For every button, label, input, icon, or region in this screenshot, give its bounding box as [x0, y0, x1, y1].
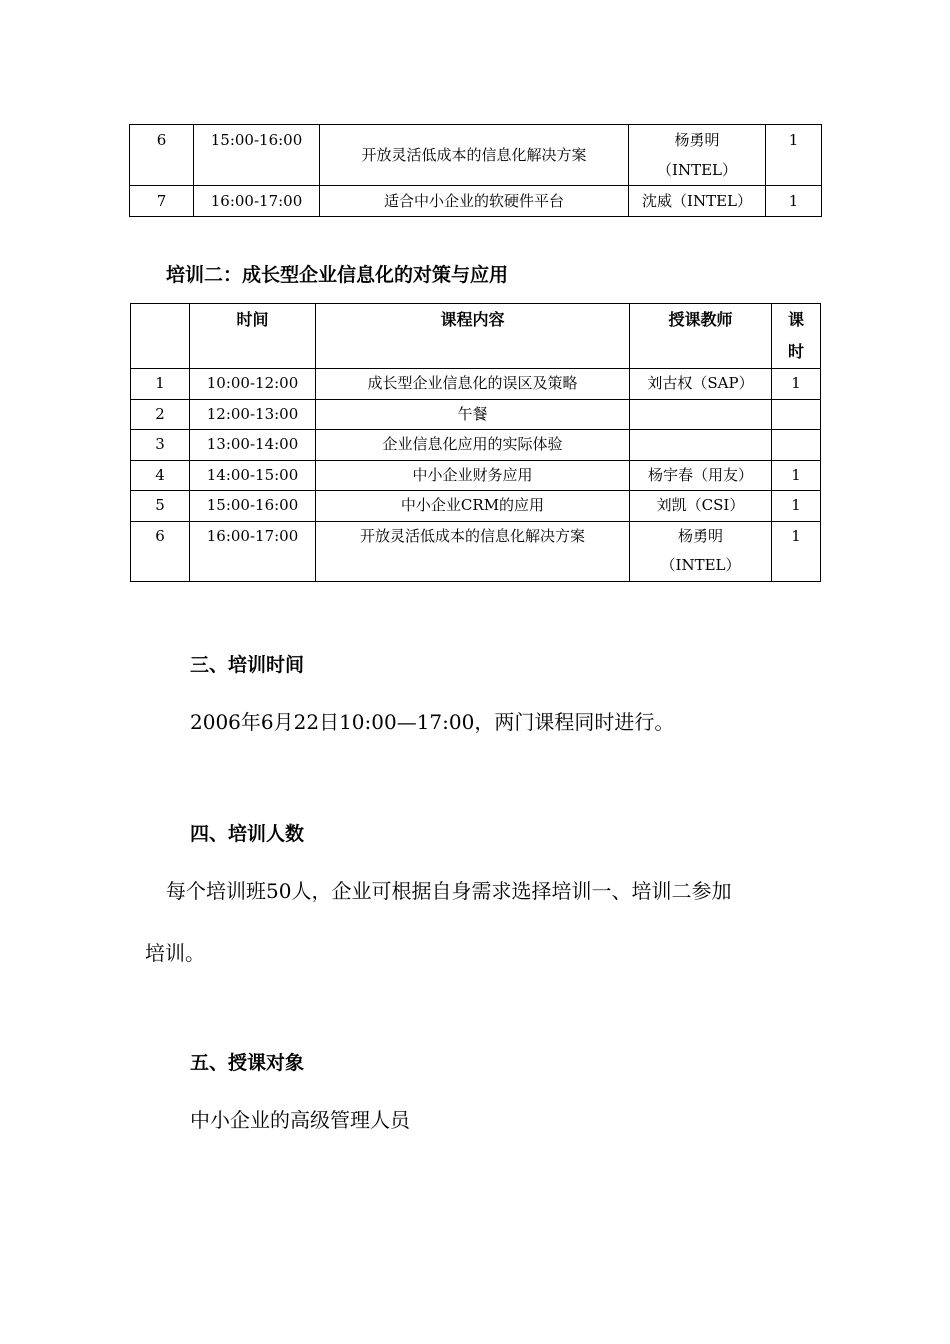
section3-text: 2006年6月22日10:00—17:00，两门课程同时进行。 [190, 710, 675, 734]
header-teacher: 授课教师 [630, 304, 772, 369]
training2-schedule-table [130, 303, 821, 582]
section3-heading: 三、培训时间 [190, 654, 305, 676]
section4-text-line2: 培训。 [145, 941, 205, 965]
cell-hours [772, 430, 821, 461]
cell-no: 1 [131, 369, 190, 400]
cell-no: 6 [130, 125, 194, 186]
cell-no: 2 [131, 399, 190, 430]
cell-no: 3 [131, 430, 190, 461]
cell-teacher [630, 430, 772, 461]
cell-course: 成长型企业信息化的误区及策略 [316, 369, 630, 400]
table-row [131, 430, 821, 461]
table-row [131, 491, 821, 522]
teacher-org: （INTEL） [660, 556, 741, 574]
cell-hours: 1 [772, 521, 821, 581]
table-header-row [131, 304, 821, 369]
header-time: 时间 [190, 304, 316, 369]
cell-time: 16:00-17:00 [194, 186, 320, 217]
header-hours-line1: 课 [787, 310, 804, 329]
cell-teacher [630, 521, 772, 581]
cell-course: 企业信息化应用的实际体验 [316, 430, 630, 461]
cell-course: 中小企业财务应用 [316, 460, 630, 491]
cell-time: 10:00-12:00 [190, 369, 316, 400]
cell-teacher: 杨宇春（用友） [630, 460, 772, 491]
header-hours [772, 304, 821, 369]
schedule-table-continued [129, 124, 822, 217]
cell-no: 4 [131, 460, 190, 491]
teacher-name: 杨勇明 [674, 131, 720, 149]
cell-teacher [630, 399, 772, 430]
cell-teacher: 刘凯（CSI） [630, 491, 772, 522]
cell-no: 6 [131, 521, 190, 581]
cell-time: 14:00-15:00 [190, 460, 316, 491]
cell-no: 7 [130, 186, 194, 217]
cell-hours: 1 [766, 186, 822, 217]
cell-time: 12:00-13:00 [190, 399, 316, 430]
cell-course: 开放灵活低成本的信息化解决方案 [320, 125, 629, 186]
teacher-name: 杨勇明 [677, 526, 723, 545]
cell-hours: 1 [772, 460, 821, 491]
cell-hours: 1 [772, 491, 821, 522]
cell-hours: 1 [772, 369, 821, 400]
table-row [131, 369, 821, 400]
cell-teacher: 刘古权（SAP） [630, 369, 772, 400]
cell-teacher: 沈威（INTEL） [629, 186, 766, 217]
cell-course: 中小企业CRM的应用 [316, 491, 630, 522]
teacher-org: （INTEL） [657, 161, 737, 179]
cell-time: 13:00-14:00 [190, 430, 316, 461]
section5-heading: 五、授课对象 [190, 1052, 305, 1074]
cell-course: 午餐 [316, 399, 630, 430]
cell-no: 5 [131, 491, 190, 522]
section5-text: 中小企业的高级管理人员 [190, 1108, 410, 1132]
cell-time: 15:00-16:00 [190, 491, 316, 522]
header-no [131, 304, 190, 369]
header-hours-line2: 时 [787, 342, 804, 361]
cell-time: 16:00-17:00 [190, 521, 316, 581]
table-row [131, 521, 821, 581]
table-row [131, 460, 821, 491]
training2-title: 培训二：成长型企业信息化的对策与应用 [166, 264, 509, 286]
cell-teacher [629, 125, 766, 186]
section4-text-line1: 每个培训班50人，企业可根据自身需求选择培训一、培训二参加 [166, 879, 732, 903]
table-row [131, 399, 821, 430]
cell-course: 开放灵活低成本的信息化解决方案 [316, 521, 630, 581]
table-row [130, 125, 822, 186]
cell-course: 适合中小企业的软硬件平台 [320, 186, 629, 217]
header-course: 课程内容 [316, 304, 630, 369]
cell-time: 15:00-16:00 [194, 125, 320, 186]
cell-hours: 1 [766, 125, 822, 186]
cell-hours [772, 399, 821, 430]
table-row [130, 186, 822, 217]
section4-heading: 四、培训人数 [190, 823, 305, 845]
